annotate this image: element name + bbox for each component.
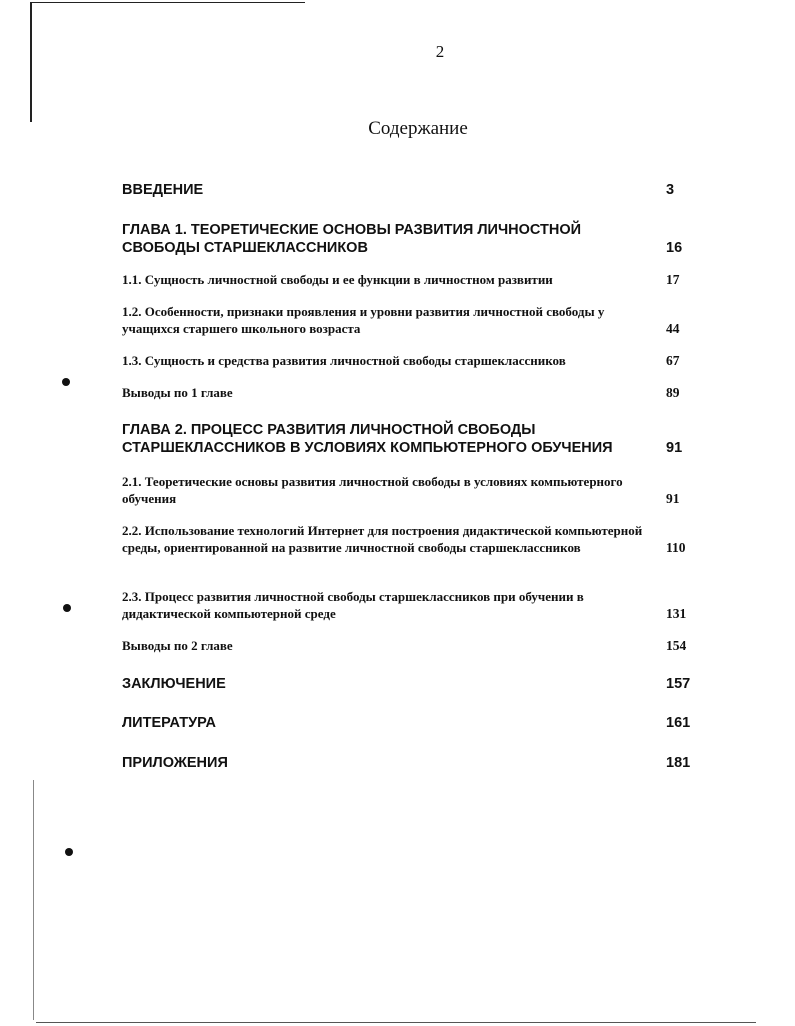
- toc-entry-text: 2.3. Процесс развития личностной свободы старшеклассников при обучении в дидактической компьютерной среде: [122, 589, 584, 621]
- toc-entry-2-3[interactable]: [122, 588, 696, 622]
- scan-border-bottom: [36, 1022, 756, 1023]
- toc-entry-page: 181: [666, 755, 691, 771]
- toc-entry-page: 89: [666, 385, 680, 400]
- toc-entry-1-1[interactable]: [122, 271, 696, 288]
- toc-entry-2-1[interactable]: [122, 473, 696, 507]
- toc-entry-page: 110: [666, 540, 686, 555]
- toc-entry-conclusion[interactable]: [122, 675, 696, 693]
- toc-entry-text: ГЛАВА 1. ТЕОРЕТИЧЕСКИЕ ОСНОВЫ РАЗВИТИЯ ЛИЧНОСТНОЙ СВОБОДЫ СТАРШЕКЛАССНИКОВ: [122, 222, 582, 256]
- toc-entry-text: ЛИТЕРАТУРА: [122, 715, 217, 731]
- toc-entry-text: ГЛАВА 2. ПРОЦЕСС РАЗВИТИЯ ЛИЧНОСТНОЙ СВОБОДЫ СТАРШЕКЛАССНИКОВ В УСЛОВИЯХ КОМПЬЮТЕРНОГО ОБУЧЕНИЯ: [122, 422, 613, 456]
- toc-entry-conclusions-2[interactable]: [122, 637, 696, 654]
- toc-entry-1-3[interactable]: [122, 352, 696, 369]
- toc-entry-text: Выводы по 1 главе: [122, 385, 233, 400]
- page-number: 2: [435, 42, 445, 61]
- toc-entry-chapter-2[interactable]: [122, 421, 696, 457]
- toc-entry-page: 44: [666, 321, 680, 336]
- toc-entry-text: 1.2. Особенности, признаки проявления и уровни развития личностной свободы у учащихся старшего школьного возраста: [122, 304, 605, 336]
- toc-entry-text: 1.3. Сущность и средства развития личностной свободы старшеклассников: [122, 353, 566, 368]
- toc-entry-page: 157: [666, 676, 691, 692]
- toc-entry-text: 2.2. Использование технологий Интернет для построения дидактической компьютерной среды, ориентированной на развитие личностной свободы старшеклассников: [122, 523, 643, 555]
- toc-entry-text: ВВЕДЕНИЕ: [122, 182, 204, 198]
- scan-dot: [65, 848, 73, 856]
- toc-entry-2-2[interactable]: [122, 522, 696, 556]
- toc-entry-page: 67: [666, 353, 680, 368]
- toc-entry-page: 154: [666, 638, 687, 653]
- toc-entry-page: 91: [666, 491, 680, 506]
- toc-entry-text: 1.1. Сущность личностной свободы и ее функции в личностном развитии: [122, 272, 553, 287]
- toc-entry-conclusions-1[interactable]: [122, 384, 696, 401]
- toc-entry-page: 161: [666, 715, 691, 731]
- scan-dot: [62, 378, 70, 386]
- toc-entry-1-2[interactable]: [122, 303, 696, 337]
- toc-entry-page: 17: [666, 272, 680, 287]
- scan-border-left: [30, 2, 32, 122]
- toc-entry-chapter-1[interactable]: [122, 221, 696, 257]
- toc-entry-page: 16: [666, 240, 683, 256]
- toc-entry-page: 91: [666, 440, 683, 456]
- page-title: Содержание: [368, 118, 468, 139]
- scan-dot: [63, 604, 71, 612]
- scan-border-top: [30, 2, 305, 3]
- toc-entry-introduction[interactable]: [122, 181, 696, 199]
- toc-entry-appendices[interactable]: [122, 754, 696, 772]
- toc-entry-page: 131: [666, 606, 687, 621]
- scan-border-left-lower: [33, 780, 34, 1020]
- toc-entry-text: 2.1. Теоретические основы развития личностной свободы в условиях компьютерного обучения: [122, 474, 623, 506]
- toc-entry-text: Выводы по 2 главе: [122, 638, 233, 653]
- toc-entry-page: 3: [666, 182, 675, 198]
- toc-entry-literature[interactable]: [122, 714, 696, 732]
- toc-entry-text: ЗАКЛЮЧЕНИЕ: [122, 676, 226, 692]
- toc-entry-text: ПРИЛОЖЕНИЯ: [122, 755, 228, 771]
